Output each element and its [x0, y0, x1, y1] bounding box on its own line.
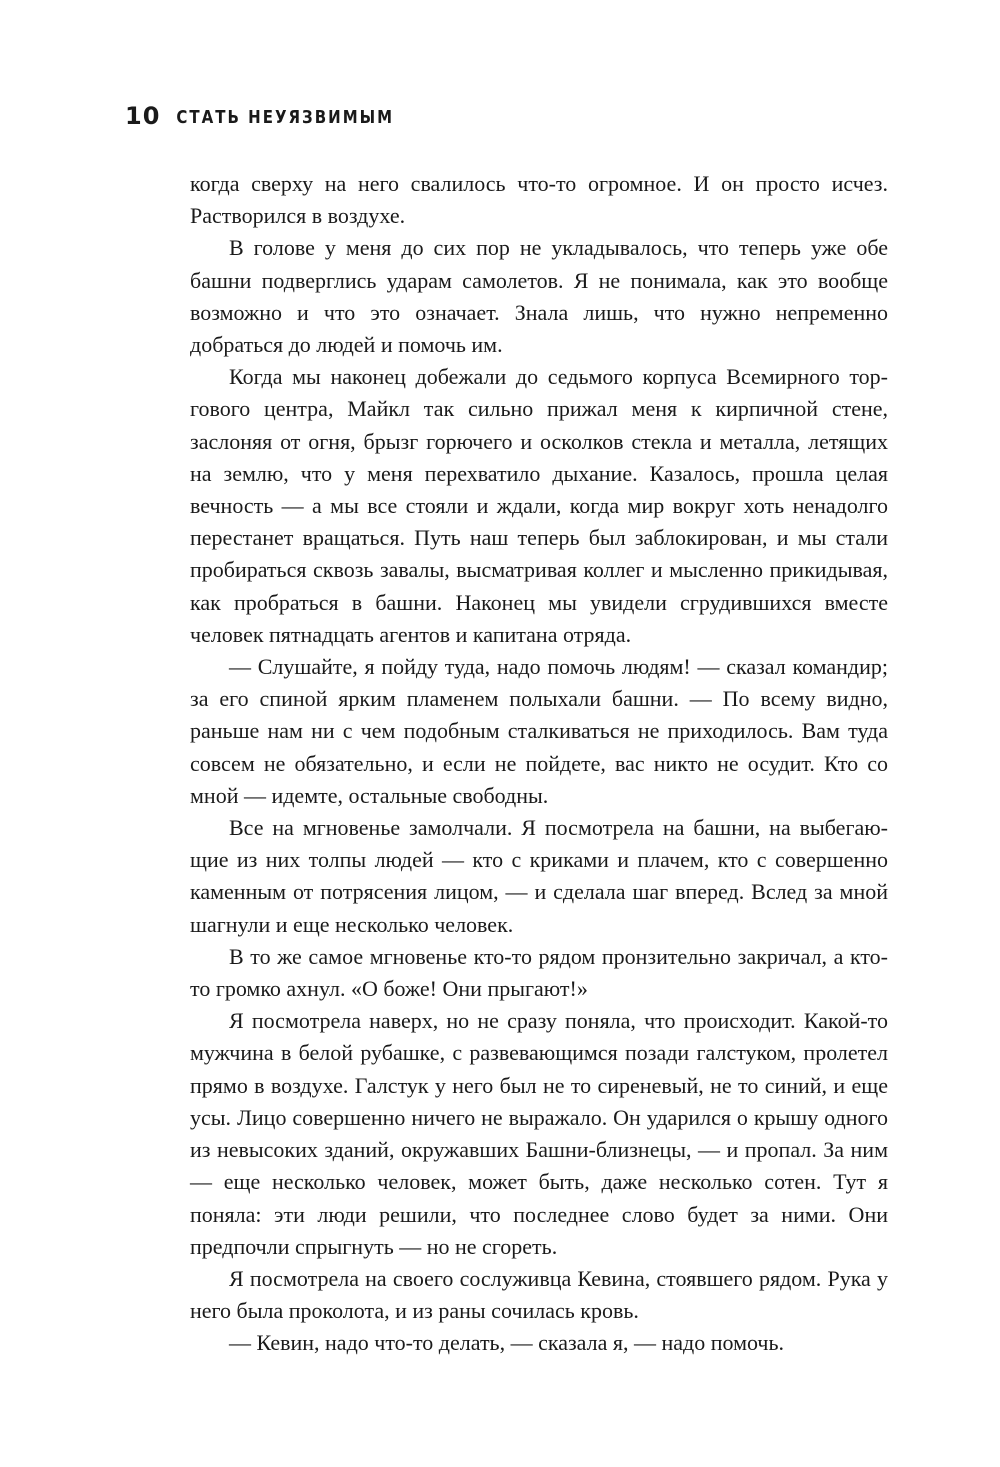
paragraph: Я посмотрела наверх, но не сразу поняла, что происходит. Какой-то мужчина в белой рубашке, с развевающимся позади галстуком, пролетел прямо в воздухе. Галстук у него был не то сиреневый, не то синий, и еще усы. Лицо совершенно ничего не выражало. Он ударился о крышу одного из невысоких зданий, окружавших Башни-близнецы, — и пропал. За ним — еще несколько человек, может быть, даже несколько сотен. Тут я поняла: эти люди решили, что последнее слово будет за ними. Они предпочли спрыгнуть — но не сгореть.: [190, 1008, 888, 1259]
paragraph: Когда мы наконец добежали до седьмого корпуса Всемирного торгового центра, Майкл так сильно прижал меня к кирпичной стене, заслоняя от огня, брызг горючего и осколков стекла и металла, летящих на землю, что у меня перехватило дыхание. Казалось, прошла целая вечность — а мы все стояли и ждали, когда мир вокруг хоть ненадолго перестанет вращаться. Путь наш теперь был заблокирован, и мы стали пробираться сквозь завалы, высматривая коллег и мысленно прикидывая, как пробраться в башни. Наконец мы увидели сгрудившихся вместе человек пятнадцать агентов и капитана отряда.: [190, 364, 888, 647]
running-head: [125, 102, 394, 134]
book-title: СТАТЬ НЕУЯЗВИМЫМ: [176, 106, 395, 128]
paragraph: когда сверху на него свалилось что-то огромное. И он просто исчез. Растворился в воздухе.: [190, 171, 888, 229]
paragraph: Все на мгновенье замолчали. Я посмотрела на башни, на выбегающие из них толпы людей — кто с криками и плачем, кто с совершенно каменным от потрясения лицом, — и сделала шаг вперед. Вслед за мной шагнули и еще несколько человек.: [190, 815, 888, 937]
paragraph: В то же самое мгновенье кто-то рядом пронзительно закричал, а кто-то громко ахнул. «О боже! Они прыгают!»: [190, 943, 888, 1002]
paragraph: Я посмотрела на своего сослуживца Кевина, стоявшего рядом. Рука у него была проколота, и из раны сочилась кровь.: [190, 1265, 888, 1324]
body-text: [190, 168, 888, 1360]
paragraph: В голове у меня до сих пор не укладывалось, что теперь уже обе башни подверглись ударам самолетов. Я не понимала, как это вообще возможно и что это означает. Знала лишь, что нужно непременно добраться до людей и помочь им.: [190, 235, 888, 358]
paragraph: — Слушайте, я пойду туда, надо помочь людям! — сказал командир; за его спиной ярким пламенем полыхали башни. — По всему видно, раньше нам ни с чем подобным сталкиваться не приходилось. Вам туда совсем не обязательно, и если не пойдете, вас никто не осудит. Кто со мной — идемте, остальные свободны.: [190, 654, 888, 808]
page-number: 10: [125, 102, 161, 130]
paragraph: — Кевин, надо что-то делать, — сказала я, — надо помочь.: [229, 1330, 785, 1356]
